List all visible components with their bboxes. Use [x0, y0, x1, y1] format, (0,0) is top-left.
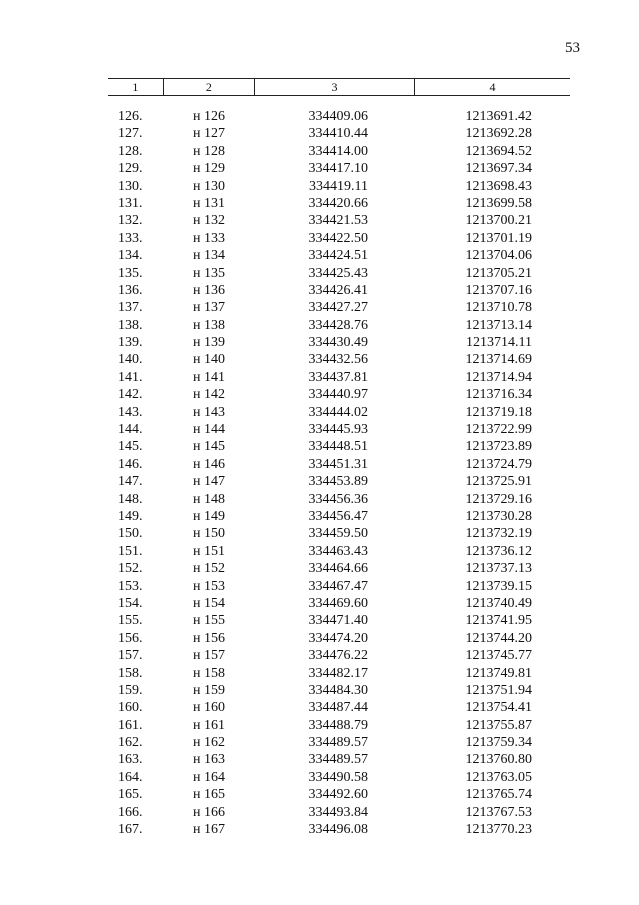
- table-row: [0, 369, 639, 386]
- row-number: 158.: [118, 665, 143, 681]
- coordinate-y: 1213730.28: [465, 508, 532, 524]
- coordinate-y: 1213741.95: [465, 613, 532, 629]
- table-row: [0, 299, 639, 316]
- point-name: н 133: [193, 230, 225, 246]
- coordinate-x: 334420.66: [308, 195, 368, 211]
- point-name: н 132: [193, 213, 225, 229]
- point-name: н 159: [193, 682, 225, 698]
- coordinate-y: 1213691.42: [465, 109, 532, 124]
- table-row: [0, 717, 639, 734]
- point-name: н 153: [193, 578, 225, 594]
- table-row: [0, 351, 639, 368]
- coordinate-y: 1213744.20: [465, 630, 532, 646]
- table-row: [0, 334, 639, 351]
- coordinate-y: 1213705.21: [465, 265, 532, 281]
- table-row: [0, 247, 639, 264]
- coordinate-y: 1213745.77: [465, 648, 532, 664]
- coordinate-y: 1213736.12: [465, 543, 532, 559]
- point-name: н 139: [193, 335, 225, 351]
- point-name: н 164: [193, 769, 225, 785]
- point-name: н 128: [193, 143, 225, 159]
- table-row: [0, 630, 639, 647]
- coordinate-x: 334488.79: [308, 717, 368, 733]
- coordinate-x: 334444.02: [308, 404, 368, 420]
- coordinate-x: 334471.40: [308, 613, 368, 629]
- point-name: н 167: [193, 822, 225, 838]
- table-row: [0, 178, 639, 195]
- row-number: 160.: [118, 700, 143, 716]
- row-number: 131.: [118, 195, 143, 211]
- table-row: [0, 421, 639, 438]
- table-row: [0, 282, 639, 299]
- table-row: [0, 212, 639, 229]
- coordinate-y: 1213698.43: [465, 178, 532, 194]
- point-name: н 135: [193, 265, 225, 281]
- coordinate-y: 1213694.52: [465, 143, 532, 159]
- point-name: н 152: [193, 561, 225, 577]
- row-number: 155.: [118, 613, 143, 629]
- row-number: 154.: [118, 595, 143, 611]
- table-row: [0, 786, 639, 803]
- coordinate-y: 1213760.80: [465, 752, 532, 768]
- point-name: н 129: [193, 161, 225, 177]
- coordinate-x: 334409.06: [308, 109, 368, 124]
- row-number: 139.: [118, 335, 143, 351]
- coordinate-y: 1213737.13: [465, 561, 532, 577]
- coordinate-x: 334426.41: [308, 282, 368, 298]
- coordinate-y: 1213732.19: [465, 526, 532, 542]
- table-row: [0, 525, 639, 542]
- row-number: 162.: [118, 735, 143, 751]
- coordinate-x: 334489.57: [308, 752, 368, 768]
- coordinate-x: 334414.00: [308, 143, 368, 159]
- row-number: 164.: [118, 769, 143, 785]
- table-row: [0, 821, 639, 838]
- coordinate-x: 334432.56: [308, 352, 368, 368]
- coordinate-x: 334430.49: [308, 335, 368, 351]
- coordinate-x: 334476.22: [308, 648, 368, 664]
- table-row: [0, 734, 639, 751]
- coordinate-y: 1213759.34: [465, 735, 532, 751]
- coordinate-y: 1213724.79: [465, 456, 532, 472]
- point-name: н 143: [193, 404, 225, 420]
- table-row: [0, 560, 639, 577]
- table-row: [0, 230, 639, 247]
- row-number: 166.: [118, 804, 143, 820]
- point-name: н 156: [193, 630, 225, 646]
- coordinate-x: 334428.76: [308, 317, 368, 333]
- table-row: [0, 508, 639, 525]
- point-name: н 131: [193, 195, 225, 211]
- coordinate-x: 334464.66: [308, 561, 368, 577]
- row-number: 132.: [118, 213, 143, 229]
- point-name: н 145: [193, 439, 225, 455]
- header-col-2: 2: [163, 79, 254, 95]
- coordinate-x: 334456.36: [308, 491, 368, 507]
- row-number: 137.: [118, 300, 143, 316]
- coordinate-x: 334453.89: [308, 474, 368, 490]
- point-name: н 141: [193, 369, 225, 385]
- table-row: [0, 317, 639, 334]
- row-number: 153.: [118, 578, 143, 594]
- coordinate-y: 1213751.94: [465, 682, 532, 698]
- row-number: 126.: [118, 109, 143, 124]
- row-number: 149.: [118, 508, 143, 524]
- table-row: [0, 195, 639, 212]
- point-name: н 137: [193, 300, 225, 316]
- coordinate-x: 334448.51: [308, 439, 368, 455]
- coordinate-x: 334425.43: [308, 265, 368, 281]
- table-row: [0, 769, 639, 786]
- coordinate-x: 334440.97: [308, 387, 368, 403]
- row-number: 136.: [118, 282, 143, 298]
- table-row: [0, 108, 639, 125]
- coordinate-y: 1213707.16: [465, 282, 532, 298]
- point-name: н 154: [193, 595, 225, 611]
- coordinate-y: 1213765.74: [465, 787, 532, 803]
- table-row: [0, 612, 639, 629]
- coordinate-y: 1213719.18: [465, 404, 532, 420]
- table-row: [0, 160, 639, 177]
- coordinate-x: 334419.11: [309, 178, 368, 194]
- row-number: 138.: [118, 317, 143, 333]
- point-name: н 157: [193, 648, 225, 664]
- table-row: [0, 751, 639, 768]
- table-row: [0, 265, 639, 282]
- table-header: [108, 78, 570, 96]
- table-row: [0, 578, 639, 595]
- coordinate-x: 334489.57: [308, 735, 368, 751]
- coordinate-x: 334427.27: [308, 300, 368, 316]
- coordinate-y: 1213697.34: [465, 161, 532, 177]
- row-number: 151.: [118, 543, 143, 559]
- header-col-1: 1: [132, 80, 139, 94]
- table-row: [0, 491, 639, 508]
- table-row: [0, 647, 639, 664]
- coordinate-y: 1213739.15: [465, 578, 532, 594]
- row-number: 135.: [118, 265, 143, 281]
- table-row: [0, 438, 639, 455]
- point-name: н 160: [193, 700, 225, 716]
- coordinate-x: 334424.51: [308, 248, 368, 264]
- coordinate-y: 1213725.91: [465, 474, 532, 490]
- coordinates-table-body: [0, 108, 639, 838]
- coordinate-x: 334459.50: [308, 526, 368, 542]
- point-name: н 136: [193, 282, 225, 298]
- row-number: 147.: [118, 474, 143, 490]
- table-row: [0, 595, 639, 612]
- row-number: 129.: [118, 161, 143, 177]
- row-number: 130.: [118, 178, 143, 194]
- coordinate-x: 334422.50: [308, 230, 368, 246]
- coordinate-x: 334456.47: [308, 508, 368, 524]
- coordinate-y: 1213714.69: [465, 352, 532, 368]
- coordinate-y: 1213729.16: [465, 491, 532, 507]
- coordinate-x: 334492.60: [308, 787, 368, 803]
- point-name: н 126: [193, 109, 225, 124]
- coordinate-y: 1213770.23: [465, 822, 532, 838]
- point-name: н 127: [193, 126, 225, 142]
- row-number: 163.: [118, 752, 143, 768]
- header-col-3: 3: [254, 79, 414, 95]
- row-number: 159.: [118, 682, 143, 698]
- coordinate-x: 334410.44: [308, 126, 368, 142]
- row-number: 144.: [118, 422, 143, 438]
- coordinate-x: 334482.17: [308, 665, 368, 681]
- point-name: н 166: [193, 804, 225, 820]
- coordinate-y: 1213714.94: [465, 369, 532, 385]
- coordinate-y: 1213704.06: [465, 248, 532, 264]
- coordinate-x: 334437.81: [308, 369, 368, 385]
- page-number: 53: [565, 40, 580, 56]
- row-number: 167.: [118, 822, 143, 838]
- coordinate-x: 334474.20: [308, 630, 368, 646]
- row-number: 127.: [118, 126, 143, 142]
- table-row: [0, 456, 639, 473]
- coordinate-y: 1213749.81: [465, 665, 532, 681]
- coordinate-x: 334421.53: [308, 213, 368, 229]
- row-number: 143.: [118, 404, 143, 420]
- point-name: н 161: [193, 717, 225, 733]
- coordinate-y: 1213754.41: [465, 700, 532, 716]
- table-row: [0, 125, 639, 142]
- row-number: 141.: [118, 369, 143, 385]
- coordinate-y: 1213701.19: [465, 230, 532, 246]
- row-number: 165.: [118, 787, 143, 803]
- coordinate-x: 334445.93: [308, 422, 368, 438]
- coordinate-x: 334490.58: [308, 769, 368, 785]
- row-number: 146.: [118, 456, 143, 472]
- coordinate-x: 334496.08: [308, 822, 368, 838]
- row-number: 133.: [118, 230, 143, 246]
- row-number: 142.: [118, 387, 143, 403]
- point-name: н 162: [193, 735, 225, 751]
- point-name: н 148: [193, 491, 225, 507]
- coordinate-x: 334484.30: [308, 682, 368, 698]
- row-number: 156.: [118, 630, 143, 646]
- coordinate-x: 334451.31: [308, 456, 368, 472]
- row-number: 128.: [118, 143, 143, 159]
- coordinate-y: 1213699.58: [465, 195, 532, 211]
- point-name: н 130: [193, 178, 225, 194]
- point-name: н 138: [193, 317, 225, 333]
- coordinate-y: 1213763.05: [465, 769, 532, 785]
- row-number: 140.: [118, 352, 143, 368]
- point-name: н 155: [193, 613, 225, 629]
- row-number: 148.: [118, 491, 143, 507]
- point-name: н 163: [193, 752, 225, 768]
- point-name: н 158: [193, 665, 225, 681]
- table-row: [0, 543, 639, 560]
- point-name: н 142: [193, 387, 225, 403]
- table-row: [0, 404, 639, 421]
- point-name: н 149: [193, 508, 225, 524]
- point-name: н 144: [193, 422, 225, 438]
- row-number: 134.: [118, 248, 143, 264]
- table-row: [0, 699, 639, 716]
- row-number: 152.: [118, 561, 143, 577]
- point-name: н 151: [193, 543, 225, 559]
- point-name: н 140: [193, 352, 225, 368]
- table-row: [0, 473, 639, 490]
- point-name: н 134: [193, 248, 225, 264]
- row-number: 145.: [118, 439, 143, 455]
- coordinate-y: 1213692.28: [465, 126, 532, 142]
- coordinate-x: 334417.10: [308, 161, 368, 177]
- header-col-4: 4: [414, 79, 570, 95]
- table-row: [0, 665, 639, 682]
- table-row: [0, 386, 639, 403]
- coordinate-y: 1213700.21: [465, 213, 532, 229]
- coordinate-y: 1213767.53: [465, 804, 532, 820]
- coordinate-x: 334487.44: [308, 700, 368, 716]
- point-name: н 146: [193, 456, 225, 472]
- coordinate-y: 1213755.87: [465, 717, 532, 733]
- table-row: [0, 143, 639, 160]
- coordinate-y: 1213740.49: [465, 595, 532, 611]
- row-number: 161.: [118, 717, 143, 733]
- table-row: [0, 804, 639, 821]
- table-row: [0, 682, 639, 699]
- coordinate-x: 334493.84: [308, 804, 368, 820]
- row-number: 157.: [118, 648, 143, 664]
- coordinate-y: 1213723.89: [465, 439, 532, 455]
- point-name: н 147: [193, 474, 225, 490]
- coordinate-x: 334463.43: [308, 543, 368, 559]
- coordinate-x: 334467.47: [308, 578, 368, 594]
- row-number: 150.: [118, 526, 143, 542]
- point-name: н 165: [193, 787, 225, 803]
- coordinate-y: 1213713.14: [465, 317, 532, 333]
- coordinate-y: 1213722.99: [465, 422, 532, 438]
- coordinate-y: 1213710.78: [465, 300, 532, 316]
- point-name: н 150: [193, 526, 225, 542]
- coordinate-y: 1213716.34: [465, 387, 532, 403]
- coordinate-y: 1213714.11: [466, 335, 532, 351]
- coordinate-x: 334469.60: [308, 595, 368, 611]
